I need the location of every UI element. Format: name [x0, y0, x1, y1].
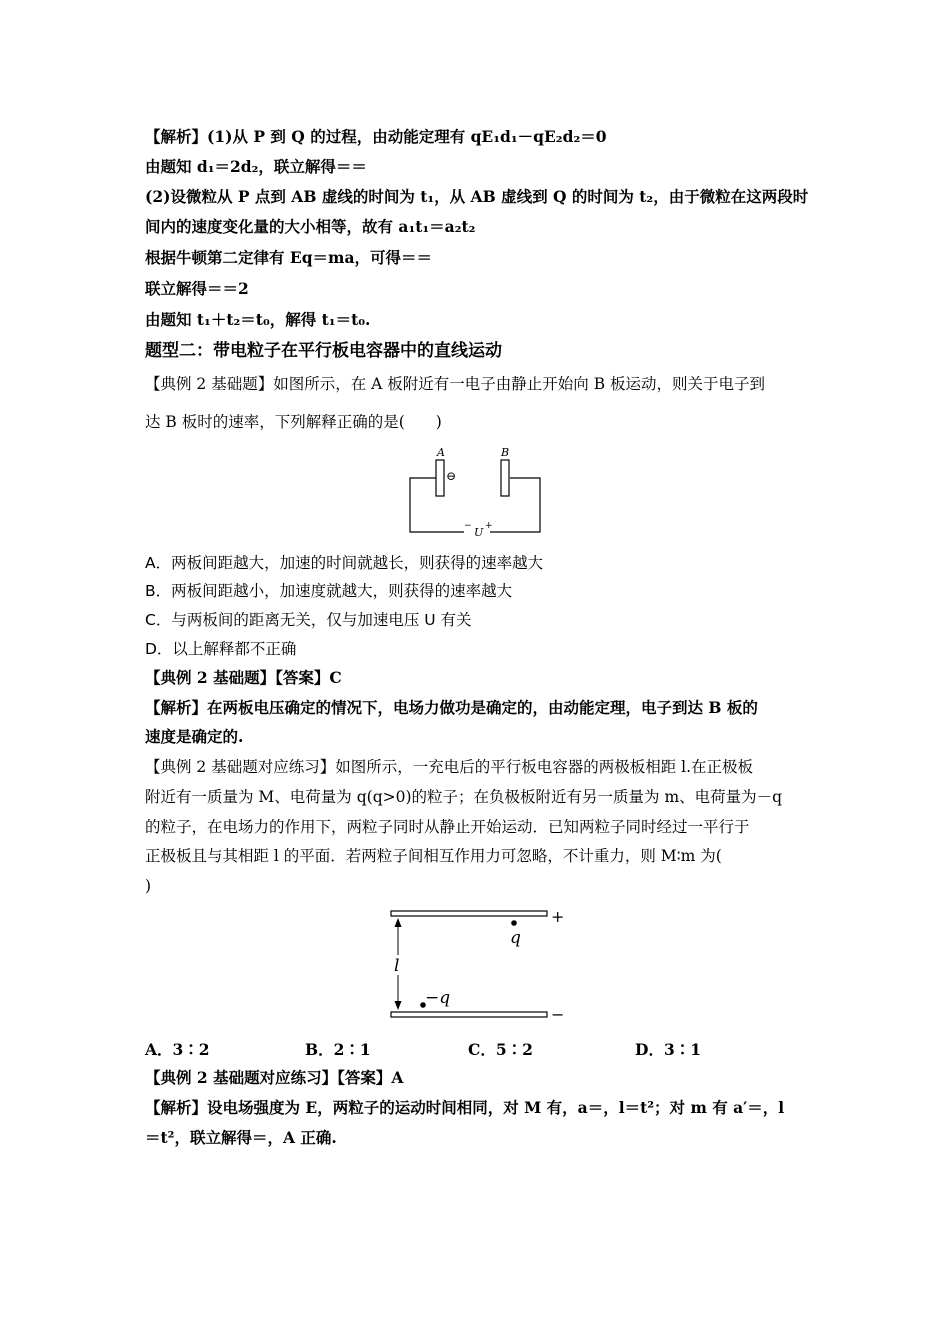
particle-positive-label: q — [510, 928, 521, 948]
example1-stem-line1: 【典例 2 基础题】如图所示，在 A 板附近有一电子由静止开始向 B 板运动，则关于电子到 — [145, 375, 766, 393]
example2-option-b: B．2∶1 — [305, 1040, 371, 1059]
example2-analysis-line1: 【解析】设电场强度为 E，两粒子的运动时间相同，对 M 有，a＝，l＝t²；对 m 有 a′＝，l — [145, 1098, 785, 1117]
example1-analysis-line1: 【解析】在两板电压确定的情况下，电场力做功是确定的，由动能定理，电子到达 B 板的 — [145, 698, 758, 717]
section-title: 题型二：带电粒子在平行板电容器中的直线运动 — [145, 341, 502, 361]
positive-plate — [391, 911, 547, 916]
analysis-line-1: 【解析】(1)从 P 到 Q 的过程，由动能定理有 qE₁d₁－qE₂d₂＝0 — [145, 127, 607, 146]
example2-option-a: A．3∶2 — [145, 1040, 210, 1059]
example2-stem-line5: ) — [145, 877, 152, 895]
distance-label: l — [394, 956, 400, 976]
example2-stem-line3: 的粒子，在电场力的作用下，两粒子同时从静止开始运动．已知两粒子同时经过一平行于 — [145, 818, 750, 836]
example2-option-d: D．3∶1 — [635, 1040, 702, 1059]
analysis-line-2: 由题知 d₁＝2d₂，联立解得＝＝ — [145, 157, 367, 176]
analysis-line-3: (2)设微粒从 P 点到 AB 虚线的时间为 t₁，从 AB 虚线到 Q 的时间为 t₂，由于微粒在这两段时 — [145, 187, 809, 206]
example2-analysis-line2: ＝t²，联立解得＝，A 正确. — [145, 1128, 337, 1147]
plate-a-label: A — [437, 446, 445, 459]
example2-stem-line2: 附近有一质量为 M、电荷量为 q(q>0)的粒子；在负极板附近有另一质量为 m、电荷量为－q — [145, 788, 783, 806]
parallel-plate-diagram — [385, 905, 570, 1025]
example2-stem-line1: 【典例 2 基础题对应练习】如图所示，一充电后的平行板电容器的两极板相距 l.在正极板 — [145, 758, 754, 776]
example1-option-b: B．两板间距越小，加速度就越大，则获得的速率越大 — [145, 582, 513, 600]
example1-option-c: C．与两板间的距离无关，仅与加速电压 U 有关 — [145, 611, 472, 629]
analysis-line-5: 根据牛顿第二定律有 Eq＝ma，可得＝＝ — [145, 248, 432, 267]
example1-option-d: D．以上解释都不正确 — [145, 640, 297, 658]
example1-option-a: A．两板间距越大，加速的时间就越长，则获得的速率越大 — [145, 554, 544, 572]
plate-b-label: B — [501, 446, 510, 459]
particle-negative-label: −q — [425, 988, 451, 1008]
voltage-label: U — [474, 526, 484, 539]
plate-b — [501, 460, 509, 496]
example2-option-c: C．5∶2 — [468, 1040, 533, 1059]
electron-symbol: ⊖ — [446, 469, 457, 483]
example2-answer: 【典例 2 基础题对应练习】【答案】A — [145, 1068, 404, 1087]
negative-plate — [391, 1012, 547, 1017]
analysis-line-4: 间内的速度变化量的大小相等，故有 a₁t₁＝a₂t₂ — [145, 217, 476, 236]
particle-positive — [511, 920, 517, 926]
plate-a — [436, 460, 444, 496]
source-minus: − — [464, 521, 472, 531]
source-plus: + — [485, 521, 493, 531]
minus-sign: − — [551, 1005, 565, 1024]
example1-answer: 【典例 2 基础题】【答案】C — [145, 668, 342, 687]
example1-analysis-line2: 速度是确定的. — [145, 727, 244, 746]
example2-stem-line4: 正极板且与其相距 l 的平面．若两粒子间相互作用力可忽略，不计重力，则 M∶m 为( — [145, 847, 722, 865]
example1-stem-line2: 达 B 板时的速率，下列解释正确的是( ) — [145, 413, 442, 431]
analysis-line-7: 由题知 t₁＋t₂＝t₀，解得 t₁＝t₀. — [145, 310, 371, 329]
analysis-line-6: 联立解得＝＝2 — [145, 279, 249, 298]
plus-sign: + — [551, 907, 565, 926]
capacitor-circuit-diagram — [400, 442, 550, 542]
